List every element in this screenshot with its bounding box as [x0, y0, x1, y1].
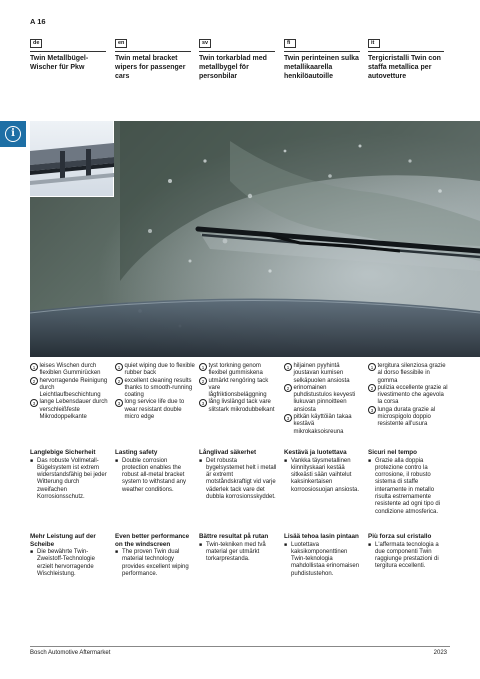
- feature-text: pulizia eccellente grazie al rivestimento che agevola la corsa: [377, 384, 448, 406]
- item-number: 2: [30, 377, 38, 385]
- feature-list-fi: [284, 363, 364, 436]
- feature-text: hiljainen pyyhintä joustavan kumisen selkäpuolen ansiosta: [293, 363, 350, 384]
- item-number: 2: [199, 377, 207, 385]
- feature-list-it: [368, 363, 448, 429]
- safety-block-de: [30, 449, 108, 501]
- block-text: Luotettava kaksikomponenttinen Twin-teknologia mahdollistaa erinomaisen puhdistustehon.: [291, 541, 360, 577]
- feature-text: lunga durata grazie al microspigolo doppio resistente all'usura: [377, 406, 436, 428]
- divider: [368, 51, 444, 52]
- performance-block-de: [30, 533, 108, 578]
- feature-list-de: [30, 363, 110, 421]
- list-item: [284, 363, 364, 385]
- item-number: 1: [115, 363, 123, 371]
- list-item: [199, 399, 279, 414]
- page-number: A 16: [30, 17, 46, 26]
- lang-code: fi: [284, 39, 296, 48]
- block-heading: Lasting safety: [115, 449, 158, 456]
- info-tab[interactable]: [0, 121, 26, 147]
- feature-text: excellent cleaning results thanks to smooth-running coating: [124, 377, 193, 399]
- item-number: 1: [30, 363, 38, 371]
- bullet-icon: ■: [199, 541, 203, 548]
- item-number: 2: [368, 384, 376, 392]
- feature-text: quiet wiping due to flexible rubber back: [124, 363, 195, 377]
- safety-block-en: [115, 449, 193, 494]
- performance-block-it: [368, 533, 446, 571]
- section-title: Twin torkarblad med metallbygel för personbilar: [199, 55, 267, 80]
- lang-column-en: [115, 31, 191, 81]
- list-item: [368, 385, 448, 407]
- block-heading: Sicuri nel tempo: [368, 449, 417, 456]
- block-text: Die bewährte Twin-Zweistoff-Technologie erzielt hervorragende Wischleistung.: [37, 549, 95, 577]
- safety-block-fi: [284, 449, 362, 494]
- list-item: [30, 378, 110, 400]
- wiper-detail-artwork: [30, 121, 114, 197]
- item-number: 3: [30, 399, 38, 407]
- block-heading: Più forza sul cristallo: [368, 533, 432, 540]
- divider: [199, 51, 275, 52]
- bullet-icon: ■: [115, 457, 119, 464]
- lang-code: en: [115, 39, 127, 48]
- block-heading: Bättre resultat på rutan: [199, 533, 269, 540]
- block-heading: Langlebige Sicherheit: [30, 449, 96, 456]
- block-text: Grazie alla doppia protezione contro la corrosione, il robusto sistema di staffe interamente in metallo risulta estremamente resistente ad ogni tipo di condizione atmosferica.: [375, 457, 441, 515]
- list-item: [284, 414, 364, 436]
- item-number: 2: [115, 377, 123, 385]
- bullet-icon: ■: [30, 457, 34, 464]
- list-item: [30, 363, 110, 378]
- block-text: The proven Twin dual material technology provides excellent wiping performance.: [122, 549, 189, 577]
- block-heading: Mehr Leistung auf der Scheibe: [30, 533, 96, 548]
- block-text: Das robuste Vollmetall-Bügelsystem ist extrem widerstandsfähig bei jeder Witterung durch zweifachen Korrosionsschutz.: [37, 457, 107, 500]
- section-title: Tergicristalli Twin con staffa metallica per autovetture: [368, 55, 441, 80]
- section-title: Twin Metallbügel-Wischer für Pkw: [30, 55, 89, 71]
- bullet-icon: ■: [199, 457, 203, 464]
- feature-text: erinomainen puhdistustulos kevyesti liukuvan pinnoitteen ansiosta: [293, 384, 356, 413]
- feature-text: lång livslängd tack vare slitstark mikrodubbelkant: [208, 399, 275, 413]
- list-item: [368, 407, 448, 429]
- performance-block-fi: [284, 533, 362, 578]
- feature-list-en: [115, 363, 195, 421]
- feature-text: leises Wischen durch flexiblen Gummirücken: [39, 363, 101, 377]
- divider: [115, 51, 191, 52]
- item-number: 3: [284, 414, 292, 422]
- block-heading: Kestävä ja luotettava: [284, 449, 347, 456]
- windshield-wiper-photo: [30, 121, 480, 357]
- list-item: [368, 363, 448, 385]
- lang-column-de: [30, 31, 106, 72]
- bullet-icon: ■: [30, 549, 34, 555]
- feature-list-sv: [199, 363, 279, 414]
- item-number: 1: [368, 363, 376, 371]
- block-text: Twin-tekniken med två material ger utmärkt torkarprestanda.: [206, 541, 266, 563]
- wiper-detail-inset: [30, 121, 114, 197]
- block-text: Vankka täysmetallinen kiinnityskaari kestää sitkeästi sään vaihtelut kaksinkertaisen korroosiosuojan ansiosta.: [291, 457, 360, 493]
- feature-text: long service life due to wear resistant double micro edge: [124, 399, 185, 421]
- block-text: Det robusta bygelsystemet helt i metall är extremt motståndskraftigt vid varje väderlek tack vare det dubbla korrosionsskyddet.: [206, 457, 277, 500]
- list-item: [30, 399, 110, 421]
- bullet-icon: ■: [284, 541, 288, 548]
- lang-column-sv: [199, 31, 275, 81]
- performance-block-en: [115, 533, 193, 578]
- feature-text: lange Lebensdauer durch verschleißfeste Mikrodoppelkante: [39, 399, 108, 421]
- item-number: 1: [199, 363, 207, 371]
- list-item: [284, 385, 364, 414]
- item-number: 2: [284, 384, 292, 392]
- bullet-icon: ■: [115, 549, 119, 555]
- item-number: 3: [368, 406, 376, 414]
- item-number: 1: [284, 363, 292, 371]
- feature-text: tyst torkning genom flexibel gummiskena: [208, 363, 263, 377]
- performance-block-sv: [199, 533, 277, 563]
- block-heading: Even better performance on the windscreen: [115, 533, 190, 548]
- footer-year: 2023: [433, 650, 447, 656]
- lang-column-it: [368, 31, 444, 81]
- feature-text: utmärkt rengöring tack vare lågfriktionsbeläggning: [208, 377, 269, 399]
- list-item: [115, 399, 195, 421]
- bullet-icon: ■: [284, 457, 288, 464]
- list-item: [199, 378, 279, 400]
- block-text: Double corrosion protection enables the robust all-metal bracket system to withstand any weather conditions.: [122, 457, 187, 493]
- bullet-icon: ■: [368, 457, 372, 464]
- lang-code: de: [30, 39, 42, 48]
- block-heading: Lisää tehoa lasin pintaan: [284, 533, 359, 540]
- safety-block-sv: [199, 449, 277, 501]
- section-title: Twin perinteinen sulka metallikaarella henkilöautoille: [284, 55, 359, 80]
- footer-divider: [30, 646, 450, 647]
- divider: [284, 51, 360, 52]
- divider: [30, 51, 106, 52]
- list-item: [199, 363, 279, 378]
- item-number: 3: [115, 399, 123, 407]
- info-icon: i: [5, 126, 21, 142]
- list-item: [115, 363, 195, 378]
- feature-text: tergitura silenziosa grazie al dorso flessibile in gomma: [377, 363, 446, 384]
- item-number: 3: [199, 399, 207, 407]
- lang-code: sv: [199, 39, 211, 48]
- block-text: L'affermata tecnologia a due componenti Twin raggiunge prestazioni di tergitura eccellenti.: [375, 541, 439, 570]
- safety-block-it: [368, 449, 446, 516]
- feature-text: pitkän käyttöiän takaa kestävä mikrokaksoisreuna: [293, 414, 352, 435]
- lang-code: it: [368, 39, 380, 48]
- block-heading: Långlivad säkerhet: [199, 449, 257, 456]
- feature-text: hervorragende Reinigung durch Leichtlaufbeschichtung: [39, 377, 108, 399]
- lang-column-fi: [284, 31, 360, 81]
- bullet-icon: ■: [368, 541, 372, 548]
- section-title: Twin metal bracket wipers for passenger cars: [115, 55, 186, 80]
- footer-brand: Bosch Automotive Aftermarket: [30, 650, 111, 656]
- list-item: [115, 378, 195, 400]
